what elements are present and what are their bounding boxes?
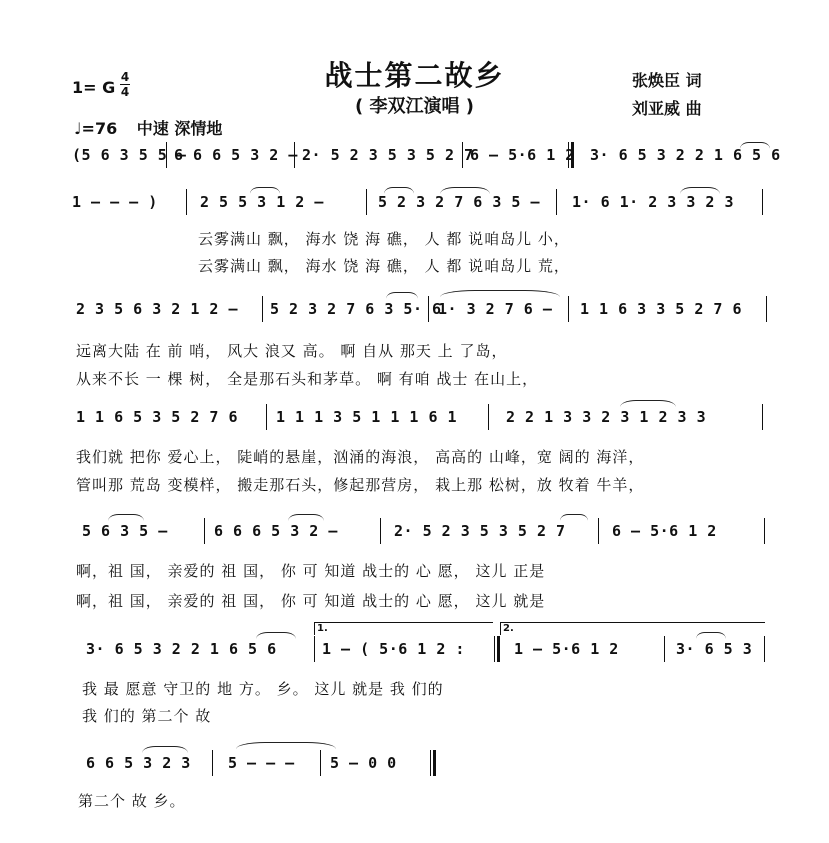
- time-signature: [120, 70, 130, 99]
- measure: 1 1 1 3 5 1 1 1 6 1: [276, 408, 458, 426]
- volta-2: 2.: [500, 622, 765, 635]
- measure: 2· 5 2 3 5 3 5 2 7: [394, 522, 566, 540]
- slur: [142, 746, 188, 753]
- measure: 6 – 5·6 1 2: [612, 522, 717, 540]
- measure: 1 1 6 3 3 5 2 7 6: [580, 300, 743, 318]
- barline: [488, 404, 489, 430]
- slur: [384, 187, 414, 194]
- tempo-value: =76: [81, 119, 118, 138]
- measure: 1· 6 1· 2 3 3 2 3: [572, 193, 735, 211]
- barline: [766, 296, 767, 322]
- lyric-line-1: 我 最 愿意 守卫的 地 方。 乡。 这儿 就是 我 们的: [82, 680, 444, 698]
- barline: [568, 296, 569, 322]
- measure: 2 3 5 6 3 2 1 2 –: [76, 300, 239, 318]
- barline: [166, 142, 167, 168]
- lyric-line-1: 啊，祖 国， 亲爱的 祖 国， 你 可 知道 战士的 心 愿， 这儿 正是: [76, 562, 546, 580]
- barline: [266, 404, 267, 430]
- lyricist-credit: 张焕臣 词: [632, 71, 702, 90]
- quarter-note-icon: ♩: [74, 119, 82, 138]
- barline: [366, 189, 367, 215]
- barline: [762, 404, 763, 430]
- volta-1: 1.: [314, 622, 493, 635]
- song-title: 战士第二故乡: [324, 59, 505, 92]
- barline: [428, 296, 429, 322]
- slur: [560, 514, 588, 521]
- barline: [262, 296, 263, 322]
- score-row-1: [72, 146, 186, 164]
- meter-top: 4: [120, 70, 130, 84]
- measure: 1 – ( 5·6 1 2 :: [322, 640, 465, 658]
- measure: 1 – – – ): [72, 193, 158, 211]
- lyric-line-1: 远离大陆 在 前 哨， 风大 浪又 高。 啊 自从 那天 上 了岛，: [76, 342, 508, 360]
- slur: [740, 142, 770, 149]
- barline: [380, 518, 381, 544]
- slur: [440, 187, 490, 194]
- slur: [680, 187, 720, 194]
- key-signature: 1= G: [72, 78, 116, 97]
- composer-credit: 刘亚威 曲: [632, 99, 702, 118]
- barline: [462, 142, 463, 168]
- tie: [440, 290, 560, 297]
- lyric-line-1: 我们就 把你 爱心上， 陡峭的悬崖，汹涌的海浪， 高高的 山峰，宽 阔的 海洋，: [76, 448, 645, 466]
- final-barline: [430, 750, 436, 776]
- measure: 5 2 3 2 7 6 3 5 –: [378, 193, 541, 211]
- barline: [764, 518, 765, 544]
- song-subtitle: ( 李双江演唱 ): [355, 96, 474, 117]
- slur: [620, 400, 676, 407]
- lyric-line-1: 云雾满山 飘， 海水 饶 海 礁， 人 都 说咱岛儿 小，: [198, 230, 570, 248]
- lyric-line-2: 啊，祖 国， 亲爱的 祖 国， 你 可 知道 战士的 心 愿， 这儿 就是: [76, 592, 546, 610]
- measure: 3· 6 5 3 2 2 1 6 5 6: [590, 146, 781, 164]
- barline: [212, 750, 213, 776]
- barline: [320, 750, 321, 776]
- measure: 3· 6 5 3: [676, 640, 753, 658]
- slur: [108, 514, 144, 521]
- tempo-words: 中速 深情地: [136, 119, 223, 138]
- tempo-marking: [74, 116, 222, 139]
- measure: (5 6 3 5 5 –: [72, 146, 187, 164]
- measure: 5 – 0 0: [330, 754, 397, 772]
- repeat-end-barline: [494, 636, 500, 662]
- barline: [314, 636, 315, 662]
- barline: [556, 189, 557, 215]
- measure: 2· 5 2 3 5 3 5 2 7: [302, 146, 474, 164]
- barline: [764, 636, 765, 662]
- measure: 5 – – –: [228, 754, 295, 772]
- measure: 6 6 6 5 3 2 –: [214, 522, 338, 540]
- measure: 1· 3 2 7 6 –: [438, 300, 553, 318]
- lyric-line-2: 我 们的 第二个 故: [82, 707, 212, 725]
- lyric-line-1: 第二个 故 乡。: [78, 792, 186, 810]
- measure: 6 6 6 5 3 2 –: [174, 146, 298, 164]
- slur: [696, 632, 726, 639]
- lyric-line-2: 从来不长 一 棵 树， 全是那石头和茅草。 啊 有咱 战士 在山上，: [76, 370, 539, 388]
- measure: 2 2 1 3 3 2 3 1 2 3 3: [506, 408, 707, 426]
- barline: [186, 189, 187, 215]
- measure: 5 6 3 5 –: [82, 522, 168, 540]
- barline: [762, 189, 763, 215]
- meter-bottom: 4: [120, 85, 130, 99]
- measure: 3· 6 5 3 2 2 1 6 5 6: [86, 640, 277, 658]
- lyric-line-2: 云雾满山 飘， 海水 饶 海 礁， 人 都 说咱岛儿 荒，: [198, 257, 570, 275]
- repeat-start-barline: [568, 142, 574, 168]
- measure: 1 – 5·6 1 2: [514, 640, 619, 658]
- slur: [288, 514, 324, 521]
- measure: 2 5 5 3 1 2 –: [200, 193, 324, 211]
- measure: 1 1 6 5 3 5 2 7 6: [76, 408, 239, 426]
- measure: 5 2 3 2 7 6 3 5· 6: [270, 300, 442, 318]
- slur: [250, 187, 280, 194]
- measure: 6 – 5·6 1 2: [470, 146, 575, 164]
- barline: [204, 518, 205, 544]
- measure: 6 6 5 3 2 3: [86, 754, 191, 772]
- barline: [598, 518, 599, 544]
- slur: [256, 632, 296, 639]
- barline: [294, 142, 295, 168]
- tie: [236, 742, 336, 749]
- lyric-line-2: 管叫那 荒岛 变模样， 搬走那石头，修起那营房， 栽上那 松树，放 牧着 牛羊，: [76, 476, 645, 494]
- barline: [664, 636, 665, 662]
- slur: [386, 292, 418, 299]
